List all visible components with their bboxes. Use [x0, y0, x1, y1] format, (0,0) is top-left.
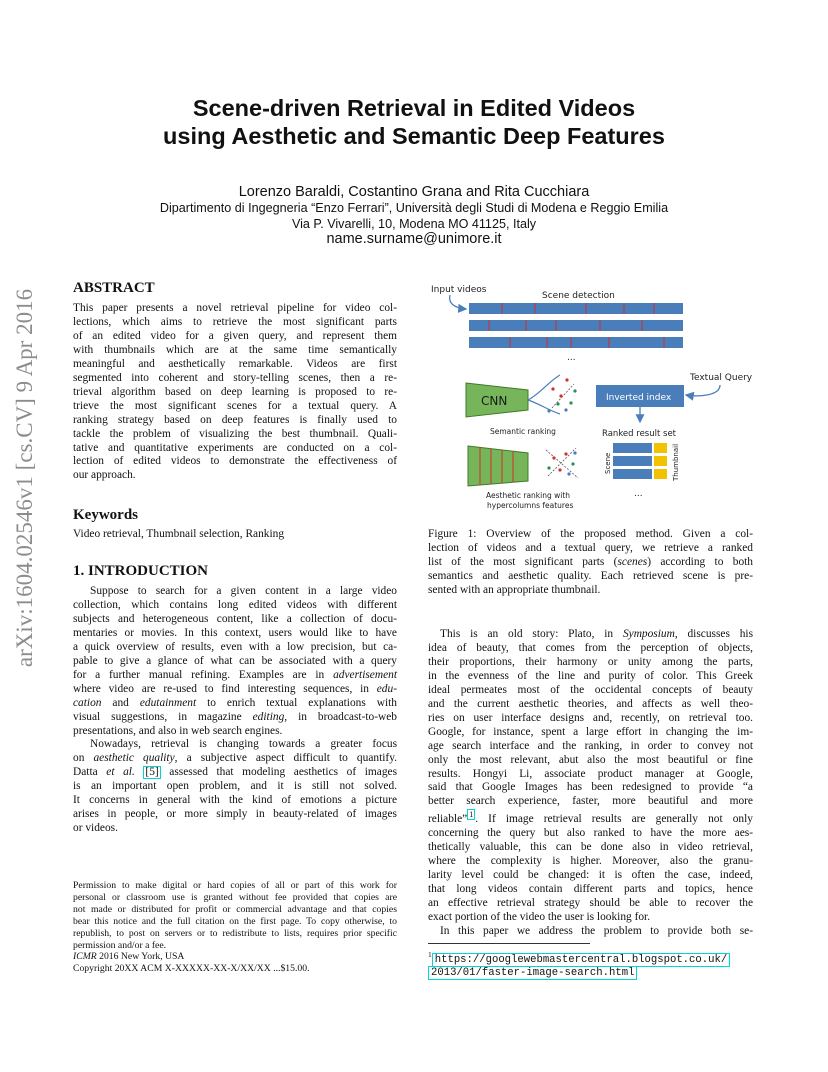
body-line: where the complexity is higher. Moreover, also the granu- — [428, 855, 753, 868]
body-line: an effective retrieval strategy should be able to recover the — [428, 896, 753, 909]
body-line: idea of beauty, that comes from the perception of objects, — [428, 641, 753, 654]
body-line: and the current aesthetic theories, and affects as well theo- — [428, 697, 753, 710]
body-line: thetically valuable, this can be done also in video retrieval, — [428, 841, 753, 854]
abstract-line: trieval algorithm based on deep learning is proposed to re- — [73, 385, 397, 398]
video-strip — [469, 303, 683, 314]
copyright-line: personal or classroom use is granted without fee provided that copies are — [73, 891, 397, 903]
result-thumbnail — [654, 443, 667, 453]
abstract-line: ranking strategy based on deep features is finally used to — [73, 413, 397, 426]
caption-line: Figure 1: Overview of the proposed method. Given a col- — [428, 528, 753, 540]
keywords-text: Video retrieval, Thumbnail selection, Ranking — [73, 528, 285, 540]
body-line: age search interface and the ranking, in order to convey not — [428, 739, 753, 752]
aesthetic-ranking-label-2: hypercolumns features — [487, 501, 574, 510]
abstract-line: tative and quantitative experiments are conducted on a col- — [73, 441, 397, 454]
affiliation — [80, 201, 748, 232]
copyright-line: bear this notice and the full citation on the first page. To copy otherwise, to — [73, 915, 397, 927]
text-run: on — [73, 752, 94, 765]
intro-line: subjects and heterogeneous content, like a collection of docu- — [73, 612, 397, 625]
video-strips — [469, 303, 683, 348]
intro-line: mentaries or movies. In this context, users would like to have — [73, 626, 397, 639]
intro-line: It concerns in general with the kind of emotions a picture — [73, 794, 397, 807]
ranked-results — [613, 443, 667, 479]
author-email[interactable]: name.surname@unimore.it — [326, 231, 502, 247]
body-line: results. Hongyi Li, associate product manager at Google, — [428, 767, 753, 780]
intro-line: arises in people, or more simply in beauty-related of images — [73, 808, 397, 821]
copyright-line: permission and/or a fee. — [73, 939, 167, 951]
emphasis: edu- — [376, 682, 397, 695]
ranked-result-set-label: Ranked result set — [602, 429, 677, 439]
title-line-1: Scene-driven Retrieval in Edited Videos — [192, 95, 636, 121]
copyright-line: Permission to make digital or hard copies of all or part of this work for — [73, 880, 397, 891]
emphasis: et al. — [106, 766, 135, 779]
emphasis: advertisement — [333, 668, 397, 681]
semantic-ranking-label: Semantic ranking — [490, 427, 556, 436]
result-scene — [613, 469, 652, 479]
video-strip — [469, 337, 683, 348]
cnn-label: CNN — [481, 394, 508, 408]
affiliation-line-2: Via P. Vivarelli, 10, Modena MO 41125, Italy — [291, 216, 537, 231]
footnote-url[interactable]: 2013/01/faster-image-search.html — [428, 966, 637, 980]
body-line: only the most relevant, abut also the most beautiful or fine — [428, 753, 753, 766]
abstract-line: This paper presents a novel retrieval pipeline for video col- — [73, 302, 397, 314]
text-run: 2016 New York, USA — [96, 951, 185, 963]
emphasis: aesthetic quality — [93, 752, 175, 765]
copyright-notice — [73, 880, 397, 975]
affiliation-line-1: Dipartimento di Ingegneria “Enzo Ferrari”, Università degli Studi di Modena e Reggio Emilia — [159, 201, 669, 215]
input-arrow — [450, 295, 466, 309]
result-thumbnail — [654, 456, 667, 466]
emphasis: cation — [73, 696, 102, 709]
text-run: visual suggestions, in magazine — [73, 710, 253, 723]
emphasis: edutainment — [139, 696, 197, 709]
abstract-line: trieve the most significant scenes for a textual query. A — [73, 399, 397, 412]
emphasis: editing — [252, 710, 285, 723]
text-run: , in broadcast-to-web — [284, 710, 397, 723]
text-run: where video are re-used to find interesting sequences, in — [73, 682, 377, 695]
abstract-line: with thumbnails which are at the same time semantically — [73, 343, 397, 356]
intro-line — [73, 766, 397, 780]
body-line — [428, 809, 753, 827]
abstract-heading: ABSTRACT — [73, 280, 155, 296]
abstract-line: our approach. — [73, 469, 136, 482]
text-run: reliable” — [428, 813, 468, 826]
abstract-line: lection of edited videos to demonstrate the effectiveness of — [73, 455, 397, 468]
body-line: that long videos contain different parts and topics, hence — [428, 882, 753, 895]
venue-line — [73, 951, 397, 963]
text-run: and — [101, 696, 140, 709]
venue: ICMR — [73, 951, 97, 963]
abstract-line: segmented into coherent and story-telling scenes, then a re- — [73, 371, 397, 384]
body-line: in the evenness of the line and purity of color. This Greek — [428, 669, 753, 682]
query-arrow — [686, 385, 720, 396]
intro-line: or videos. — [73, 822, 118, 835]
thumbnail-axis-label: Thumbnail — [672, 443, 680, 481]
copyright-line: not made or distributed for profit or commercial advantage and that copies — [73, 903, 397, 915]
authors: Lorenzo Baraldi, Costantino Grana and Rita Cucchiara — [238, 184, 590, 200]
text-run: . If image retrieval results are generally not only — [475, 813, 753, 826]
abstract-body — [73, 302, 397, 483]
abstract-line: meaningful and aesthetically remarkable. Videos are first — [73, 357, 397, 370]
scene-axis-label: Scene — [604, 452, 612, 474]
emphasis: scenes — [617, 555, 648, 568]
caption-line: sented with an appropriate thumbnail. — [428, 583, 601, 596]
copyright-line: Copyright 20XX ACM X-XXXXX-XX-X/XX/XX ...$15.00. — [73, 963, 310, 975]
keywords-heading: Keywords — [73, 507, 138, 523]
citation-link[interactable]: [5] — [145, 766, 159, 779]
body-line: their proportions, their harmony or unity among the parts, — [428, 655, 753, 668]
text-run: ) according to both — [647, 555, 753, 568]
caption-line: semantics and aesthetic quality. Each retrieved scene is pre- — [428, 569, 753, 582]
footnote — [428, 948, 753, 980]
text-run: , discusses his — [674, 628, 753, 640]
text-run: to enrich textual explanations with — [196, 696, 397, 709]
abstract-line: tackle the problem of visualizing the best thumbnail. Quali- — [73, 427, 397, 440]
footnote-url-line-2[interactable] — [428, 967, 753, 980]
body-line: better search experience, faster, more beautiful and more — [428, 795, 753, 808]
video-strip — [469, 320, 683, 331]
aesthetic-block — [468, 446, 528, 486]
semantic-scatter — [528, 375, 577, 414]
textual-query-label: Textual Query — [690, 373, 753, 383]
result-scene — [613, 456, 652, 466]
intro-line: collection, which contains long edited videos with different — [73, 598, 397, 611]
body-line: exact portion of the video the user is looking for. — [428, 910, 651, 923]
body-line — [428, 628, 753, 642]
intro-line: is an important open problem, and it is still not solved. — [73, 780, 397, 793]
text-run: Datta — [73, 766, 107, 779]
input-videos-label: Input videos — [431, 285, 487, 295]
abstract-line: lections, which aims to retrieve the most significant parts — [73, 315, 397, 328]
intro-line: pable to give a glance of what can be associated with a query — [73, 654, 397, 667]
emphasis: Symposium — [622, 628, 675, 640]
caption-line — [428, 556, 753, 570]
abstract-line: of an edited video for a given query, and represent them — [73, 329, 397, 342]
aesthetic-scatter — [546, 448, 578, 478]
footnote-url[interactable]: https://googlewebmastercentral.blogspot.co.uk/ — [432, 953, 730, 967]
intro-line: Suppose to search for a given content in a large video — [90, 585, 397, 597]
body-line: Google, for instance, spent a large effort in changing the im- — [428, 725, 753, 738]
intro-line — [73, 752, 397, 766]
text-run: for a further manual refining. Examples are in — [73, 668, 334, 681]
intro-paragraph-1 — [73, 585, 397, 836]
copyright-line: republish, to post on servers or to redistribute to lists, requires prior specific — [73, 927, 397, 939]
intro-line: presentations, and also in web search engines. — [73, 724, 283, 737]
text-run: list of the most significant parts ( — [428, 555, 618, 568]
figure-1-diagram — [428, 278, 758, 514]
aesthetic-ranking-label-1: Aesthetic ranking with — [486, 491, 571, 500]
footnote-mark: 1 — [428, 950, 432, 959]
footnote-link[interactable]: 1 — [469, 810, 474, 820]
body-line: ideal permeates most of the occidental concepts of beauty — [428, 683, 753, 696]
intro-line: Nowadays, retrieval is changing towards a greater focus — [90, 738, 397, 751]
arxiv-stamp: arXiv:1604.02546v1 [cs.CV] 9 Apr 2016 — [12, 288, 37, 668]
paper-title — [80, 94, 748, 150]
text-run: assessed that modeling aesthetics of images — [160, 766, 397, 779]
intro-line — [73, 697, 397, 711]
body-line: concerning the query but also ranked to have the more aes- — [428, 827, 753, 840]
result-scene — [613, 443, 652, 453]
footnote-url-line-1[interactable] — [428, 948, 753, 967]
body-line: larity level could be changed: it is often the case, indeed, — [428, 869, 753, 881]
body-line: said that Google Images has been redesigned to provide “a — [428, 781, 753, 794]
ellipsis-results: ... — [634, 489, 643, 499]
intro-line — [73, 683, 397, 697]
body-paragraph — [428, 628, 753, 939]
title-line-2: using Aesthetic and Semantic Deep Features — [163, 123, 665, 149]
intro-line — [73, 669, 397, 683]
caption-line: lection of videos and a textual query, we retrieve a ranked — [428, 541, 753, 554]
scene-detection-label: Scene detection — [542, 291, 615, 301]
text-run: This is an old story: Plato, in — [440, 628, 623, 640]
text-run: , a subjective aspect difficult to quantify. — [174, 752, 397, 765]
body-line: ries on user interface designs and, recently, on retrieval too. — [428, 711, 753, 724]
introduction-heading: 1. INTRODUCTION — [73, 563, 209, 579]
intro-line: a quick overview of results, even with a low precision, but ca- — [73, 640, 397, 653]
figure-1-caption — [428, 528, 753, 598]
footnote-rule — [428, 943, 590, 944]
intro-line — [73, 711, 397, 725]
inverted-index-label: Inverted index — [606, 393, 672, 403]
result-thumbnail — [654, 469, 667, 479]
body-line: In this paper we address the problem to provide both se- — [440, 924, 753, 937]
ellipsis-videos: ... — [567, 353, 576, 363]
